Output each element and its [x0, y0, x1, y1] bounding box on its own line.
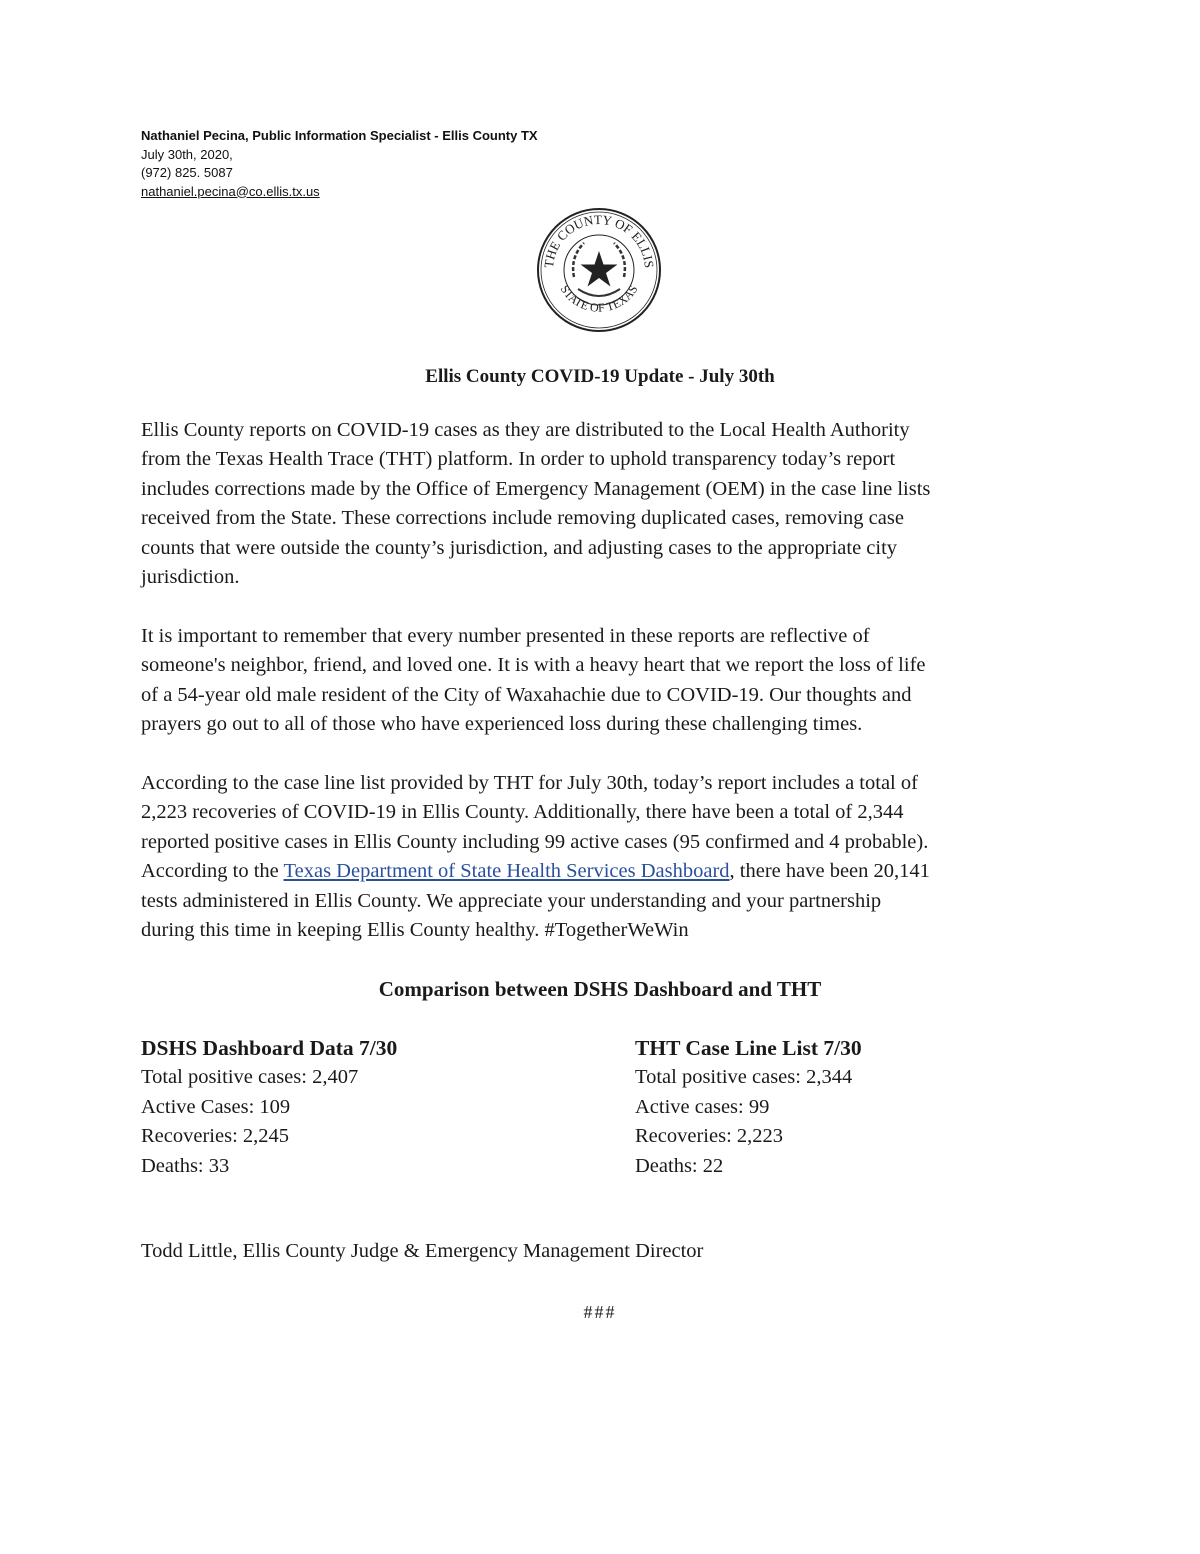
document-title: Ellis County COVID-19 Update - July 30th: [425, 366, 775, 387]
contact-header: [141, 127, 538, 201]
author-line: Nathaniel Pecina, Public Information Specialist - Ellis County TX: [141, 128, 538, 143]
tht-heading: THT Case Line List 7/30: [635, 1036, 862, 1060]
dshs-row: Active Cases: 109: [141, 1095, 291, 1118]
text-line: from the Texas Health Trace (THT) platform. In order to uphold transparency today’s report: [141, 448, 896, 471]
text-line: It is important to remember that every number presented in these reports are reflective of: [141, 625, 870, 647]
text-line: reported positive cases in Ellis County including 99 active cases (95 confirmed and 4 probable).: [141, 830, 929, 853]
text-span: , there have been 20,141: [729, 860, 930, 883]
phone-line: (972) 825. 5087: [141, 165, 233, 180]
text-line: jurisdiction.: [141, 566, 240, 589]
tht-row: Total positive cases: 2,344: [635, 1066, 853, 1089]
text-line: someone's neighbor, friend, and loved one. It is with a heavy heart that we report the loss of life: [141, 654, 926, 677]
text-line: counts that were outside the county’s jurisdiction, and adjusting cases to the appropriate city: [141, 536, 898, 559]
tht-column: [635, 1034, 862, 1181]
dshs-row: Deaths: 33: [141, 1154, 230, 1177]
text-line: includes corrections made by the Office of Emergency Management (OEM) in the case line lists: [141, 477, 931, 500]
text-line: prayers go out to all of those who have experienced loss during these challenging times.: [141, 713, 863, 736]
email-link[interactable]: nathaniel.pecina@co.ellis.tx.us: [141, 183, 320, 199]
text-line: during this time in keeping Ellis County healthy. #TogetherWeWin: [141, 919, 689, 942]
dshs-heading: DSHS Dashboard Data 7/30: [141, 1036, 398, 1060]
signature-line: Todd Little, Ellis County Judge & Emergency Management Director: [141, 1240, 704, 1262]
date-line: July 30th, 2020,: [141, 146, 233, 162]
text-span: According to the: [141, 860, 284, 883]
paragraph-intro: [141, 416, 1071, 592]
text-line: [141, 857, 1071, 886]
dshs-row: Total positive cases: 2,407: [141, 1066, 359, 1089]
dshs-column: [141, 1034, 397, 1181]
tht-row: Deaths: 22: [635, 1154, 724, 1177]
tht-row: Active cases: 99: [635, 1095, 770, 1118]
dshs-row: Recoveries: 2,245: [141, 1125, 290, 1148]
comparison-title: Comparison between DSHS Dashboard and THT: [378, 977, 822, 1001]
svg-text:STATE OF TEXAS: STATE OF TEXAS: [557, 282, 641, 315]
svg-text:THE COUNTY OF ELLIS: THE COUNTY OF ELLIS: [540, 211, 658, 269]
paragraph-condolence: [141, 622, 1071, 740]
text-line: 2,223 recoveries of COVID-19 in Ellis County. Additionally, there have been a total of 2,344: [141, 801, 904, 824]
dshs-dashboard-link[interactable]: Texas Department of State Health Services Dashboard: [283, 860, 730, 883]
tht-row: Recoveries: 2,223: [635, 1125, 784, 1148]
county-seal-logo: [536, 207, 662, 333]
paragraph-statistics: [141, 769, 1071, 945]
text-line: Ellis County reports on COVID-19 cases as they are distributed to the Local Health Authority: [141, 419, 910, 441]
text-line: tests administered in Ellis County. We appreciate your understanding and your partnership: [141, 889, 882, 912]
text-line: of a 54-year old male resident of the City of Waxahachie due to COVID-19. Our thoughts and: [141, 683, 912, 706]
end-mark: ###: [583, 1302, 617, 1322]
text-line: According to the case line list provided by THT for July 30th, today’s report includes a total of: [141, 772, 918, 794]
text-line: received from the State. These corrections include removing duplicated cases, removing case: [141, 507, 904, 530]
